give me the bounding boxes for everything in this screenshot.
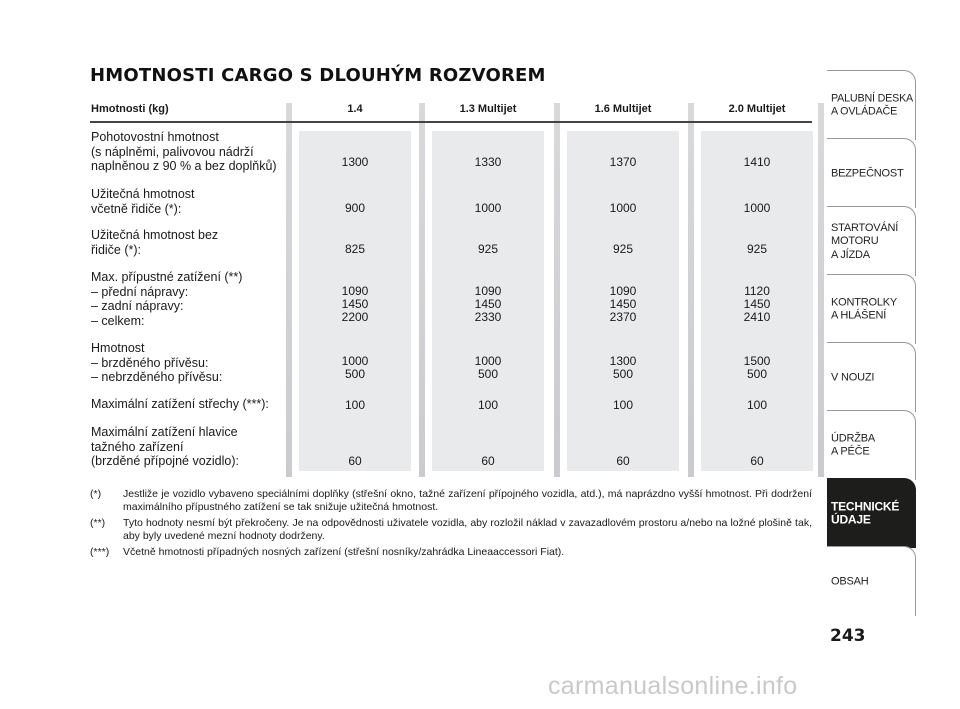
cell-value: 1090: [474, 284, 502, 298]
footnote: [90, 488, 812, 513]
cell-value: 2370: [609, 310, 637, 324]
cell-value: 1450: [743, 297, 771, 311]
cell-value: 925: [477, 242, 499, 256]
row-label-line: Maximální zatížení hlavice: [91, 425, 238, 439]
tab-chapter-4[interactable]: [827, 342, 916, 412]
cell-value: 500: [344, 367, 366, 381]
page-number: 243: [830, 626, 866, 646]
table-row-label: [91, 341, 222, 385]
row-label-line: Pohotovostní hmotnost: [91, 130, 219, 144]
footnote-text: Včetně hmotnosti případných nosných zařízení (střešní nosníky/zahrádka Lineaaccessori Fiat).: [123, 546, 565, 558]
table-cell: [299, 355, 411, 381]
cell-value: 1300: [609, 354, 637, 368]
cell-value: 1300: [341, 155, 369, 169]
table-cell: [567, 285, 679, 324]
cell-value: 825: [344, 242, 366, 256]
table-row-label: [91, 397, 269, 412]
column-divider: [419, 103, 425, 477]
tab-label: V NOUZI: [831, 370, 875, 383]
cell-value: 1000: [743, 201, 771, 215]
footnote: [90, 517, 812, 542]
cell-value: 1000: [341, 354, 369, 368]
page-title: HMOTNOSTI CARGO S DLOUHÝM ROZVOREM: [90, 65, 546, 86]
tab-chapter-5[interactable]: [827, 410, 916, 480]
table-cell: [299, 455, 411, 468]
cell-value: 1000: [474, 201, 502, 215]
row-label-line: Max. přípustné zatížení (**): [91, 270, 243, 284]
tab-label: STARTOVÁNÍ MOTORU A JÍZDA: [831, 221, 899, 261]
table-cell: [567, 399, 679, 412]
row-label-line: Maximální zatížení střechy (***):: [91, 397, 269, 411]
table-cell: [299, 156, 411, 169]
cell-value: 925: [746, 242, 768, 256]
footnote: [90, 546, 812, 559]
cell-value: 60: [348, 454, 362, 468]
tab-label: KONTROLKY A HLÁŠENÍ: [831, 296, 898, 322]
cell-value: 1450: [474, 297, 502, 311]
table-cell: [701, 202, 813, 215]
cell-value: 1450: [609, 297, 637, 311]
cell-value: 100: [746, 398, 768, 412]
tab-chapter-2[interactable]: [827, 206, 916, 276]
cell-value: 1500: [743, 354, 771, 368]
tab-chapter-7[interactable]: [827, 546, 916, 616]
table-cell: [701, 455, 813, 468]
table-cell: [567, 156, 679, 169]
table-cell: [299, 202, 411, 215]
cell-value: 60: [616, 454, 630, 468]
tab-label: ÚDRŽBA A PÉČE: [831, 432, 876, 458]
cell-value: 500: [612, 367, 634, 381]
cell-value: 2410: [743, 310, 771, 324]
table-cell: [567, 355, 679, 381]
table-row-label: [91, 270, 242, 328]
table-cell: [701, 285, 813, 324]
footnote-text: Jestliže je vozidlo vybaveno speciálními doplňky (střešní okno, tažné zařízení přípojného vozidla, atd.), má naprázdno vyšší hmotnost. Při dodržení maximálního přípustného zatížení se tak snižuje užitečná hmotnost.: [123, 488, 812, 513]
cell-value: 2330: [474, 310, 502, 324]
tab-chapter-0[interactable]: [827, 70, 916, 140]
row-header-label: Hmotnosti (kg): [91, 103, 169, 115]
table-cell: [567, 202, 679, 215]
row-label-line: – celkem:: [91, 313, 145, 328]
column-header: 1.3 Multijet: [459, 103, 517, 115]
tab-label: OBSAH: [831, 574, 869, 587]
table-row-label: [91, 425, 239, 469]
row-label-line: včetně řidiče (*):: [91, 201, 182, 216]
row-label-line: tažného zařízení: [91, 439, 184, 454]
table-cell: [567, 455, 679, 468]
tab-chapter-1[interactable]: [827, 138, 916, 208]
table-cell: [432, 243, 544, 256]
row-label-line: – přední nápravy:: [91, 284, 189, 299]
row-label-line: (s náplněmi, palivovou nádrží: [91, 144, 254, 159]
cell-value: 1120: [744, 284, 770, 298]
footnote-mark: (***): [90, 546, 110, 558]
table-cell: [701, 355, 813, 381]
table-cell: [432, 285, 544, 324]
cell-value: 60: [481, 454, 495, 468]
row-label-line: řidiče (*):: [91, 242, 142, 257]
column-divider: [286, 103, 292, 477]
table-cell: [432, 156, 544, 169]
footnote-text: Tyto hodnoty nesmí být překročeny. Je na odpovědnosti uživatele vozidla, aby rozložil náklad v zavazadlovém prostoru a/nebo na ložné plošině tak, aby byly uvedené mezní hodnoty dodrženy.: [123, 517, 812, 542]
cell-value: 500: [746, 367, 768, 381]
table-cell: [701, 156, 813, 169]
row-label-line: – brzděného přívěsu:: [91, 355, 209, 370]
column-header: 1.6 Multijet: [594, 103, 652, 115]
cell-value: 1410: [743, 155, 771, 169]
column-header: 1.4: [347, 103, 363, 115]
header-rule: [90, 121, 812, 123]
cell-value: 1450: [341, 297, 369, 311]
table-cell: [701, 399, 813, 412]
cell-value: 100: [477, 398, 499, 412]
tab-label: TECHNICKÉ ÚDAJE: [831, 499, 900, 527]
table-cell: [432, 355, 544, 381]
table-cell: [432, 455, 544, 468]
table-cell: [432, 399, 544, 412]
column-divider: [688, 103, 694, 477]
table-cell: [299, 285, 411, 324]
row-label-line: – zadní nápravy:: [91, 299, 184, 313]
column-divider: [818, 103, 824, 477]
table-cell: [432, 202, 544, 215]
tab-chapter-3[interactable]: [827, 274, 916, 344]
row-label-line: naplněnou z 90 % a bez doplňků): [91, 159, 277, 173]
cell-value: 1000: [474, 354, 502, 368]
tab-label: PALUBNÍ DESKA A OVLÁDAČE: [831, 92, 914, 118]
cell-value: 1090: [341, 284, 369, 298]
tab-label: BEZPEČNOST: [831, 166, 904, 179]
footnotes: [90, 488, 812, 563]
watermark: carmanualsonline.info: [548, 672, 798, 700]
row-label-line: Hmotnost: [91, 341, 145, 355]
cell-value: 100: [612, 398, 634, 412]
row-label-line: Užitečná hmotnost: [91, 187, 195, 201]
cell-value: 1330: [474, 155, 502, 169]
row-label-line: (brzděné přípojné vozidlo):: [91, 454, 239, 468]
column-divider: [554, 103, 560, 477]
row-label-line: – nebrzděného přívěsu:: [91, 370, 223, 384]
table-cell: [299, 243, 411, 256]
footnote-mark: (**): [90, 517, 106, 529]
cell-value: 1370: [609, 155, 637, 169]
cell-value: 925: [612, 242, 634, 256]
column-header: 2.0 Multijet: [728, 103, 786, 115]
cell-value: 60: [750, 454, 764, 468]
cell-value: 1000: [609, 201, 637, 215]
table-cell: [701, 243, 813, 256]
table-row-label: [91, 228, 218, 257]
footnote-mark: (*): [90, 488, 102, 500]
cell-value: 500: [477, 367, 499, 381]
cell-value: 900: [344, 201, 366, 215]
tab-chapter-6[interactable]: [827, 478, 916, 548]
table-row-label: [91, 130, 277, 174]
table-row-label: [91, 187, 195, 216]
cell-value: 2200: [341, 310, 369, 324]
row-label-line: Užitečná hmotnost bez: [91, 228, 219, 242]
cell-value: 100: [344, 398, 366, 412]
cell-value: 1090: [609, 284, 637, 298]
table-cell: [567, 243, 679, 256]
table-cell: [299, 399, 411, 412]
